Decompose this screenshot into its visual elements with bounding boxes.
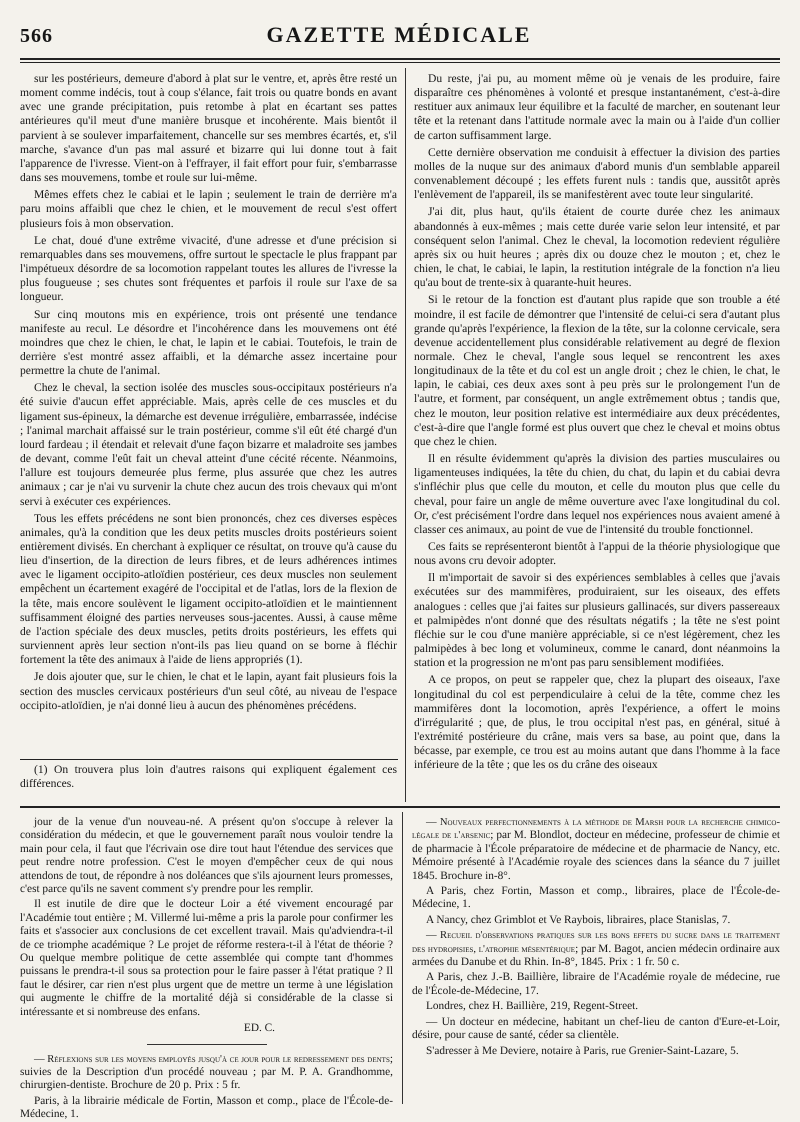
bibliography-title: — Recueil d'observations pratiques sur les bons effets du sucre dans le traitement des hydropisies, l'atrophie mésentérique (412, 930, 780, 955)
section-rule (20, 806, 780, 808)
header-rule-bottom (20, 62, 780, 63)
bibliography-details: ; par M. Bagot, ancien médecin ordinaire aux armées du Danube et du Rhin. In-8°, 1845. Prix : 1 fr. 50 c. (412, 942, 780, 969)
paragraph: Il en résulte évidemment qu'après la division des parties musculaires ou ligamenteuses indiquées, la tête du chien, du chat, du lapin et du cabiai devra s'infléchir plus que celle du mouton, et celle du mouton plus que celle du cheval, pour faire un angle de même ouverture avec l'axe longitudinal du col. Or, c'est précisément l'ordre dans lequel nos expériences nous avaient amené à classer ces animaux, au point de vue de l'intensité du trouble fonctionnel. (414, 452, 780, 536)
article-column-right (414, 72, 780, 782)
bottom-column-right (412, 816, 780, 1104)
paragraph: Mêmes effets chez le cabiai et le lapin ; seulement le train de derrière m'a paru moins affaibli que chez le chien, et le mouvement de recul s'est offert plusieurs fois à mon observation. (20, 188, 397, 230)
publisher-line: A Paris, chez Fortin, Masson et comp., libraires, place de l'École-de-Médecine, 1. (412, 885, 780, 911)
paragraph: Cette dernière observation me conduisit à effectuer la division des parties molles de la nuque sur des animaux d'abord munis d'un semblable appareil convenablement découpé ; les effets furent nuls : tandis que, aussitôt après l'enlèvement de l'appareil, ils se manifestèrent avec toute leur singularité. (414, 145, 780, 202)
publisher-line: A Nancy, chez Grimblot et Ve Raybois, libraires, place Stanislas, 7. (426, 913, 731, 926)
paragraph: jour de la venue d'un nouveau-né. A présent qu'on s'occupe à relever la considération du médecin, et que le gouvernement paraît nous vouloir tendre la main pour cela, il faut que l'écrivain ose dire tout haut l'étendue des services que peut rendre notre profession. C'est le moyen d'empêcher ceux de qui nous attendons de tout, de répondre à nos doléances que s'ils ajournent leurs promesses, c'est parce qu'ils ne savent comment s'y prendre pour les remplir. (20, 816, 393, 896)
footnote-rule (20, 759, 398, 760)
book-review (20, 1053, 393, 1093)
bibliography-entry (412, 929, 780, 969)
paragraph: Il est inutile de dire que le docteur Loir a été vivement encouragé par l'Académie tout entière ; M. Villermé lui-même a pris la parole pour confirmer les faits et s'associer aux conclusions de cet excellent travail. Mais qu'adviendra-t-il de ce triomphe académique ? Le projet de réforme restera-t-il à l'état de théorie ? Ou quelque membre politique de cette assemblée qui compte tant d'hommes puissans le prendra-t-il sous sa protection pour le faire passer à l'état pratique ? Il faut le désirer, car rien n'est plus urgent que de mettre un terme à une législation qui augmente le chiffre de la mortalité déjà si considérable de la classe si intéressante et si nombreuse des enfans. (20, 898, 393, 1018)
classified-contact: S'adresser à Me Deviere, notaire à Paris, rue Grenier-Saint-Lazare, 5. (426, 1044, 739, 1057)
paragraph: Du reste, j'ai pu, au moment même où je venais de les produire, faire disparaître ces phénomènes à volonté et presque instantanément, c'est-à-dire restituer aux animaux leur équilibre et la faculté de marcher, en soutenant leur tête et la retenant dans l'attitude normale avec la main ou à l'aide d'un collier de carton suffisamment large. (414, 72, 780, 142)
journal-title: GAZETTE MÉDICALE (266, 22, 532, 47)
bottom-column-left (20, 816, 393, 1121)
column-divider-top (405, 68, 406, 802)
paragraph: Il m'importait de savoir si des expériences semblables à celles que j'avais exécutées sur des mammifères, produiraient, sur les oiseaux, des effets analogues : celles que j'ai faites sur plusieurs gallinacés, sur divers passereaux et palmipèdes n'ont donné que des résultats négatifs ; la tête ne s'est point fléchie sur le cou d'une manière appréciable, si ce n'est légèrement, chez les palmipèdes à bec long et volumineux, comme le canard, dont néanmoins la station et la progression ne m'ont pas paru sensiblement modifiées. (414, 571, 780, 670)
article-column-left (20, 72, 397, 757)
bibliography-title: — Nouveaux perfectionnements à la méthode de Marsh pour la recherche chimico-légale de l'arsenic (412, 817, 780, 842)
paragraph: Le chat, doué d'une extrême vivacité, d'une adresse et d'une précision si remarquables dans ses mouvemens, offre surtout le spectacle le plus frappant par l'impétueux désordre de sa locomotion rappelant toutes les allures de l'ivresse la plus fougueuse ; ses chutes sont fréquentes et parfois il roule sur l'axe de sa longueur. (20, 233, 397, 304)
header-rule-top (20, 58, 780, 60)
paragraph: Ces faits se représenteront bientôt à l'appui de la théorie physiologique que nous avons cru devoir adopter. (414, 540, 780, 568)
footnote (20, 763, 397, 791)
paragraph: sur les postérieurs, demeure d'abord à plat sur le ventre, et, après être resté un moment comme indécis, tout à coup s'élance, fait trois ou quatre bonds en avant avec une grande précipitation, puis retombe à plat en écartant ses pattes antérieures qu'il meut d'une manière brusque et incohérente. Mais bientôt il parvient à se soulever imparfaitement, chancelle sur ses membres écartés, et, s'il marche, s'avance d'un pas mal assuré et bizarre qui lui donne tout à fait l'apparence de l'ivresse. Vient-on à l'effrayer, il fait effort pour fuir, s'embarrasse dans ses mouvemens, tombe et roule sur lui-même. (20, 72, 397, 185)
paragraph: Je dois ajouter que, sur le chien, le chat et le lapin, ayant fait plusieurs fois la section des muscles cervicaux postérieurs d'un seul côté, au niveau de l'espace occipito-atloïdien, je n'ai donné lieu à aucun des phénomènes précédens. (20, 670, 397, 712)
page-number: 566 (20, 25, 53, 47)
bibliography-details: ; par M. Blondlot, docteur en médecine, professeur de chimie et de pharmacie à l'École préparatoire de médecine et de pharmacie de Nancy, etc. Mémoire présenté à l'Académie royale des sciences dans la séance du 7 juillet 1845. Brochure in-8°. (412, 829, 780, 882)
paragraph: Si le retour de la fonction est d'autant plus rapide que son trouble a été moindre, il est facile de démontrer que l'intensité de celui-ci sera d'autant plus grande qu'après l'expérience, la flexion de la tête, sur la colonne cervicale, sera devenue accidentellement plus considérable relativement au degré de flexion normale. Chez le cheval, l'angle sous lequel se rencontrent les axes longitudinaux de la tête et du col est un angle droit ; chez le chien, le chat, le lapin, le cabiai, ces deux axes sont à peu près sur le prolongement l'un de l'autre, et forment, par conséquent, un angle extrêmement obtus ; tandis que, chez le mouton, leur position relative est intermédiaire aux deux précédentes, c'est-à-dire que l'angle formé est plus ouvert que chez le cheval et moins obtus que chez le chien. (414, 293, 780, 448)
author-signature: ED. C. (243, 1022, 275, 1035)
column-divider-bottom (402, 812, 403, 1104)
paragraph: Chez le cheval, la section isolée des muscles sous-occipitaux postérieurs n'a été suivie d'aucun effet appréciable. Mais, après celle de ces muscles et du ligament sus-épineux, la démarche est devenue irrégulière, embarrassée, indécise ; l'animal marchait affaissé sur le train postérieur, comme s'il eût été chargé d'un lourd fardeau ; il étendait et relevait d'une façon bizarre et maladroite ses jambes de devant, comme l'eût fait un cheval atteint d'une cécité récente. Néanmoins, l'allure est toujours demeurée plus ferme, plus assurée que chez les autres animaux ; car je n'ai vu survenir la chute chez aucun des trois chevaux qui m'ont servi à exécuter ces expériences. (20, 381, 397, 508)
paragraph: Sur cinq moutons mis en expérience, trois ont présenté une tendance manifeste au recul. Le désordre et l'incohérence dans les mouvemens ont été moindres que chez le chien, le chat, le lapin et le cabiai. Toutefois, le train de derrière s'est montré assez affaibli, et la démarche assez incertaine pour permettre la chute de l'animal. (20, 307, 397, 378)
publisher-line: Londres, chez H. Baillière, 219, Regent-Street. (426, 1000, 639, 1013)
classified-notice: — Un docteur en médecine, habitant un chef-lieu de canton d'Eure-et-Loir, désire, pour cause de santé, céder sa clientèle. (412, 1015, 780, 1042)
bibliography-entry (412, 816, 780, 883)
separator-rule (147, 1044, 267, 1045)
book-review-publisher: Paris, à la librairie médicale de Fortin, Masson et comp., place de l'École-de-Médecine, 1. (20, 1094, 393, 1121)
book-review-details: ; suivies de la Description d'un procédé nouveau ; par M. P. A. Grandhomme, chirurgien-dentiste. Brochure de 20 p. Prix : 5 fr. (20, 1052, 393, 1092)
book-review-title: — Réflexions sur les moyens employés jusqu'à ce jour pour le redressement des dents (34, 1053, 390, 1065)
paragraph: Tous les effets précédens ne sont bien prononcés, chez ces diverses espèces animales, qu'à la condition que les deux petits muscles droits postérieurs soient entièrement divisés. En cherchant à expliquer ce résultat, on trouve qu'à cause du lieu d'insertion, de la direction de leurs fibres, et de leurs adhérences intimes avec le ligament occipito-atloïdien postérieur, ces deux muscles non seulement empêchent un écartement exagéré de l'occipital et de l'atlas, lors de la flexion de la tête, mais encore soulèvent le ligament occipito-atloïdien et le maintiennent suffisamment éloigné des parties nerveuses sous-jacentes. Aussi, à cause même de l'action spéciale des deux muscles, petits droits postérieurs, les effets qui surviennent après leur section n'ont-ils pas lieu quand on se borne à fléchir fortement la tête des animaux à l'aide de liens appropriés (1). (20, 511, 397, 667)
footnote-text: (1) On trouvera plus loin d'autres raisons qui expliquent également ces différences. (20, 763, 397, 791)
paragraph: A ce propos, on peut se rappeler que, chez la plupart des oiseaux, l'axe longitudinal du col est perpendiculaire à celui de la tête, comme chez les mammifères dont la locomotion, après l'expérience, a offert le moins d'irrégularité ; que, de plus, le trou occipital n'est pas, en général, situé à l'extrémité postérieure du crâne, mais vers sa base, au point que, dans la bécasse, par exemple, ce trou est au moins autant que dans l'homme à la face inférieure de la tête ; que les os du crâne des oiseaux (414, 673, 780, 772)
page-header (20, 20, 778, 50)
publisher-line: A Paris, chez J.-B. Baillière, libraire de l'Académie royale de médecine, rue de l'École-de-Médecine, 17. (412, 971, 780, 997)
paragraph: J'ai dit, plus haut, qu'ils étaient de courte durée chez les animaux abandonnés à eux-mêmes ; mais cette durée varie selon leur intensité, et par conséquent selon l'animal. Chez le cheval, la locomotion redevient régulière après six ou huit heures ; après dix ou douze chez le mouton ; et, chez le chien, le chat, le cabiai, le lapin, la restitution intégrale de la fonction n'a lieu qu'au bout de trente-six à quarante-huit heures. (414, 205, 780, 290)
